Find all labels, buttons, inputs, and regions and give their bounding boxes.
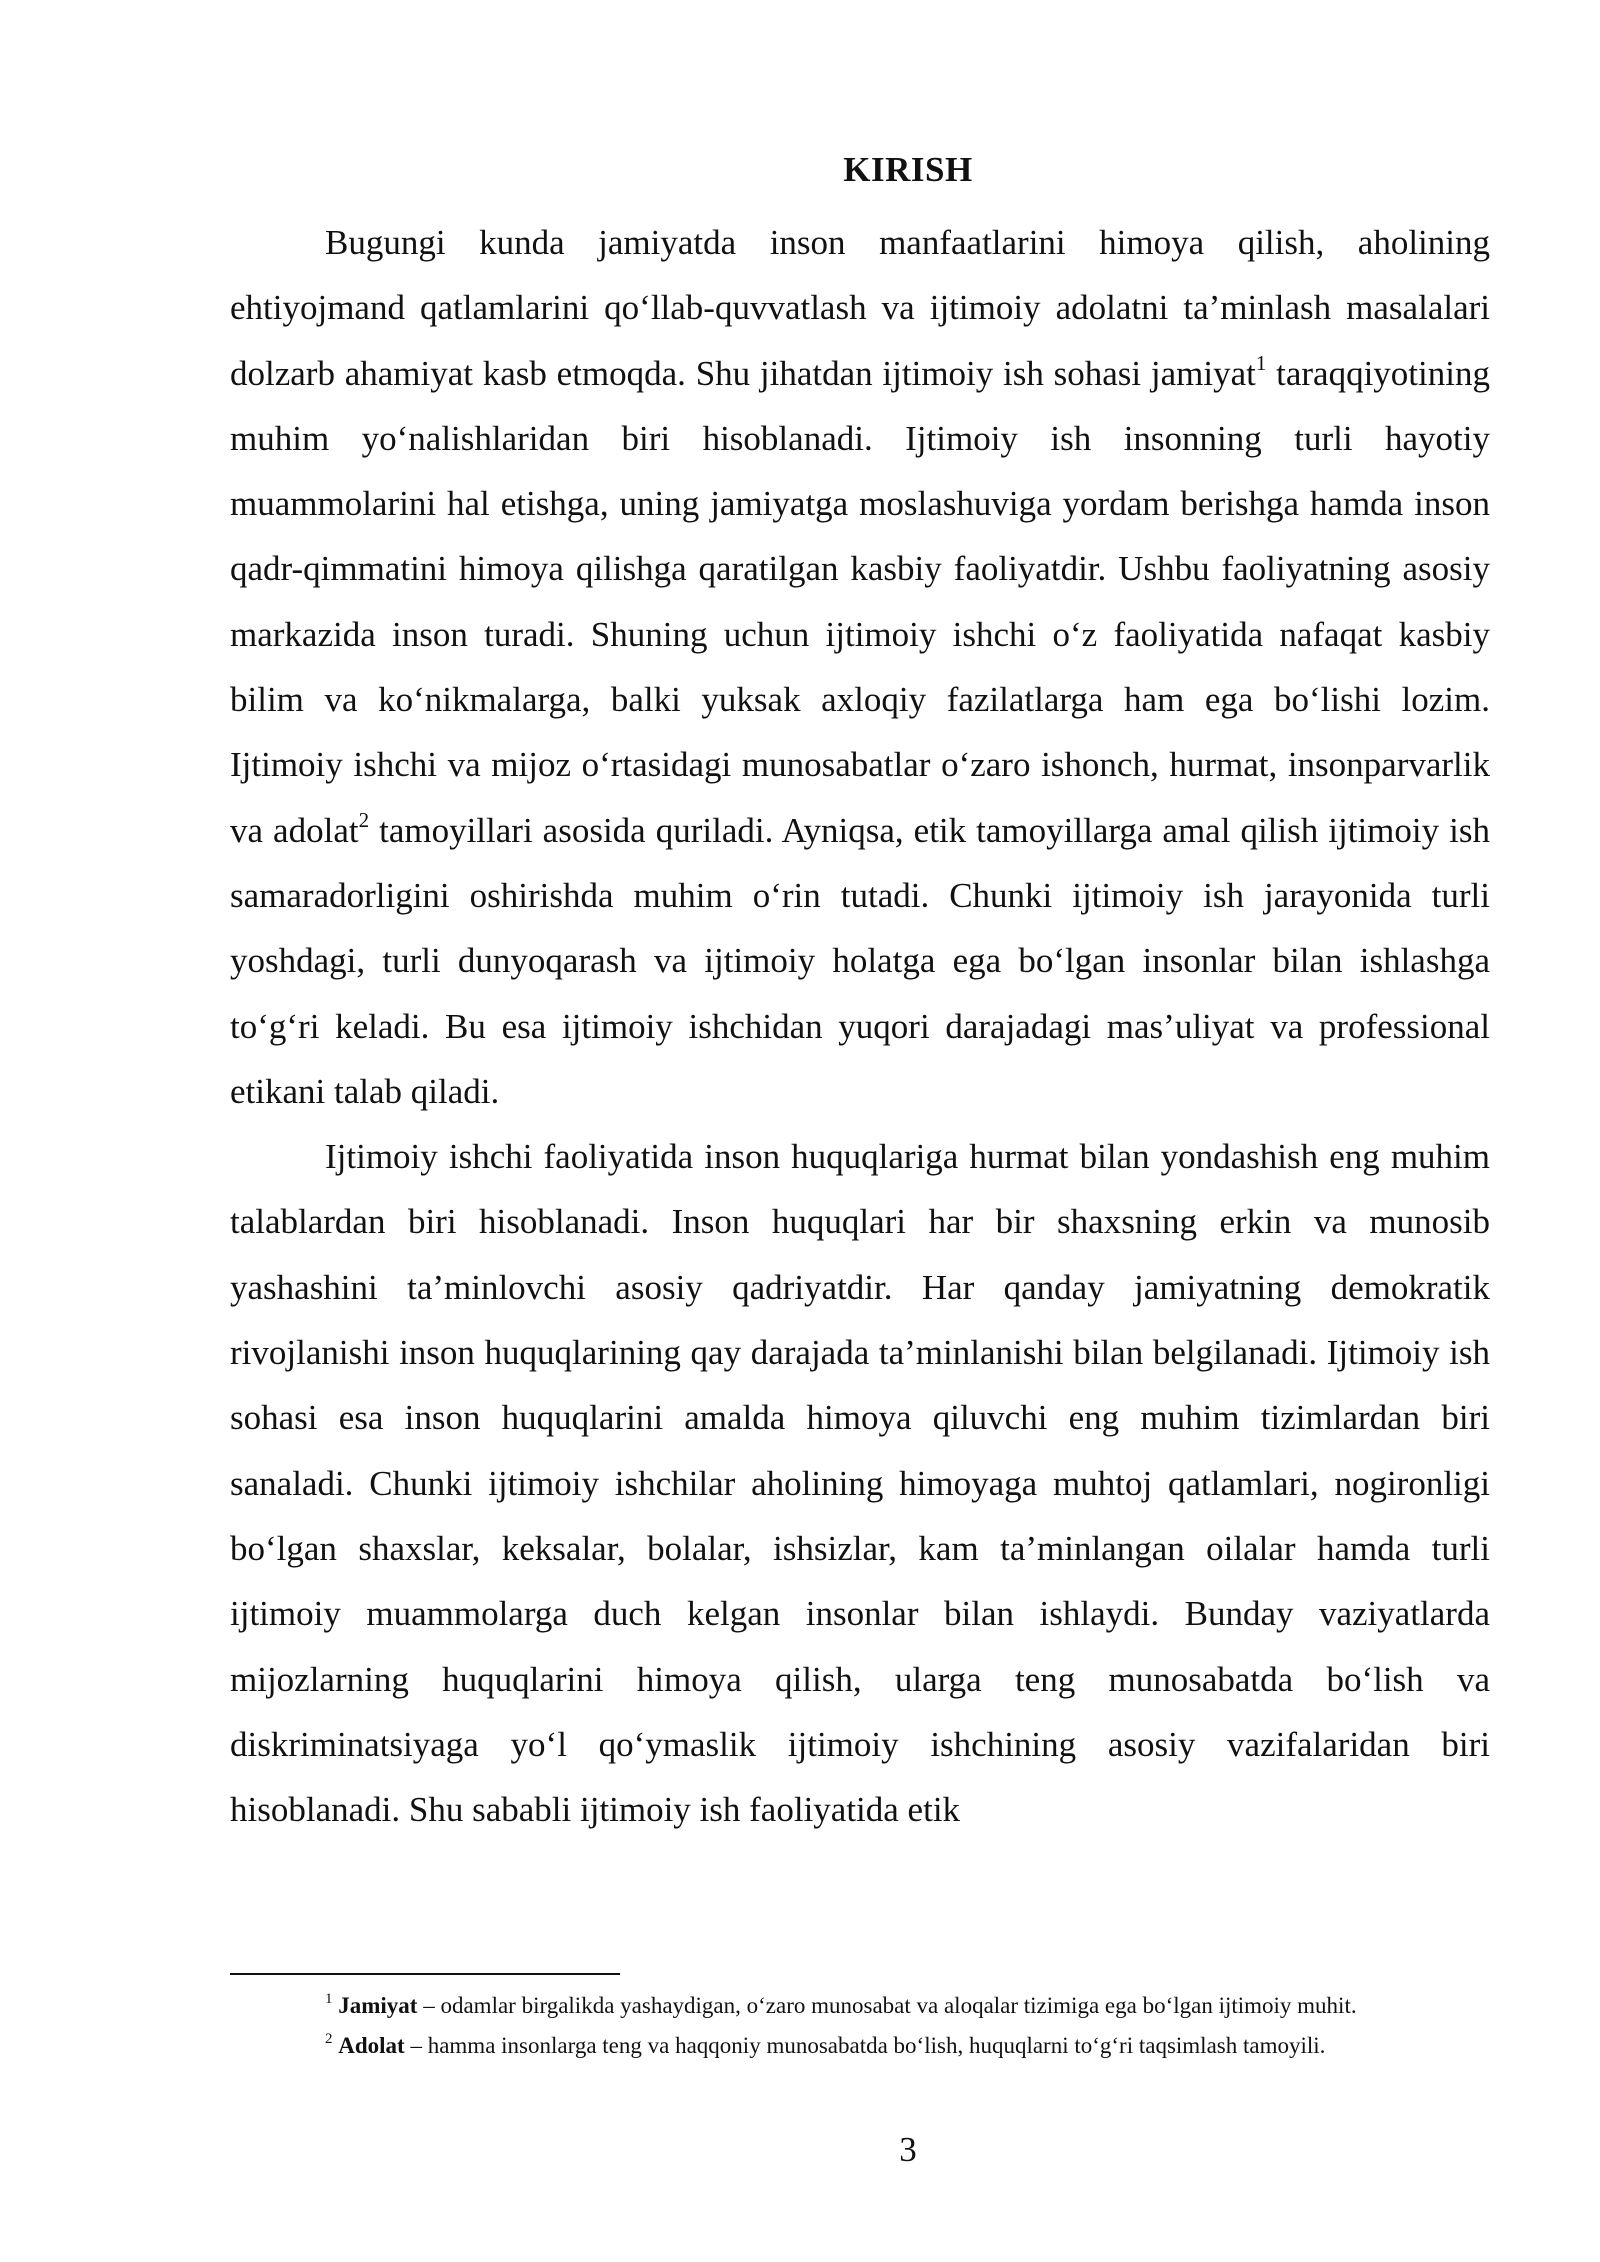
paragraph-1-part-2: taraqqiyotining muhim yo‘nalishlaridan biri hisoblanadi. Ijtimoiy ish insonning turli hayotiy muammolarini hal etishga, uning jamiyatga moslashuviga yordam berishga hamda inson qadr-qimmatini himoya qilishga qaratilgan kasbiy faoliyatdir. Ushbu faoliyatning asosiy markazida inson turadi. Shuning uchun ijtimoiy ishchi o‘z faoliyatida nafaqat kasbiy bilim va ko‘nikmalarga, balki yuksak axloqiy fazilatlarga ham ega bo‘lishi lozim. Ijtimoiy ishchi va mijoz o‘rtasidagi munosabatlar o‘zaro ishonch, hurmat, insonparvarlik va adolat [230,353,1490,850]
footnote-2-term: Adolat [338,2033,405,2058]
footnote-1-number: 1 [325,1991,333,2008]
footnotes [230,1990,1490,2070]
footnote-1 [230,1990,1490,2021]
footnote-separator [230,1973,620,1975]
footnote-2-definition: – hamma insonlarga teng va haqqoniy munosabatda bo‘lish, huquqlarni to‘g‘ri taqsimlash tamoyili. [404,2033,1326,2058]
paragraph-1-part-3: tamoyillari asosida quriladi. Ayniqsa, etik tamoyillarga amal qilish ijtimoiy ish samaradorligini oshirishda muhim o‘rin tutadi. Chunki ijtimoiy ish jarayonida turli yoshdagi, turli dunyoqarash va ijtimoiy holatga ega bo‘lgan insonlar bilan ishlashga to‘g‘ri keladi. Bu esa ijtimoiy ishchidan yuqori darajadagi mas’uliyat va professional etikani talab qiladi. [230,810,1490,1111]
footnote-2 [230,2030,1490,2061]
body-text [230,210,1490,1842]
footnote-1-term: Jamiyat [338,1993,418,2018]
footnote-ref-1[interactable]: 1 [1255,350,1267,375]
footnote-1-definition: – odamlar birgalikda yashaydigan, o‘zaro munosabat va aloqalar tizimiga ega bo‘lgan ijtimoiy muhit. [417,1993,1357,2018]
footnote-ref-2[interactable]: 2 [358,808,370,833]
page-title: KIRISH [843,150,973,189]
paragraph-2: Ijtimoiy ishchi faoliyatida inson huquqlariga hurmat bilan yondashish eng muhim talablardan biri hisoblanadi. Inson huquqlari har bir shaxsning erkin va munosib yashashini ta’minlovchi asosiy qadriyatdir. Har qanday jamiyatning demokratik rivojlanishi inson huquqlarining qay darajada ta’minlanishi bilan belgilanadi. Ijtimoiy ish sohasi esa inson huquqlarini amalda himoya qiluvchi eng muhim tizimlardan biri sanaladi. Chunki ijtimoiy ishchilar aholining himoyaga muhtoj qatlamlari, nogironligi bo‘lgan shaxslar, keksalar, bolalar, ishsizlar, kam ta’minlangan oilalar hamda turli ijtimoiy muammolarga duch kelgan insonlar bilan ishlaydi. Bunday vaziyatlarda mijozlarning huquqlarini himoya qilish, ularga teng munosabatda bo‘lish va diskriminatsiyaga yo‘l qo‘ymaslik ijtimoiy ishchining asosiy vazifalaridan biri hisoblanadi. Shu sababli ijtimoiy ish faoliyatida etik [230,1137,1490,1830]
paragraph-1 [230,210,1490,1124]
page-number: 3 [899,2130,917,2169]
paragraph-1-part-1: Bugungi kunda jamiyatda inson manfaatlarini himoya qilish, aholining ehtiyojmand qatlamlarini qo‘llab-quvvatlash va ijtimoiy adolatni ta’minlash masalalari dolzarb ahamiyat kasb etmoqda. Shu jihatdan ijtimoiy ish sohasi jamiyat [230,223,1490,393]
footnote-2-number: 2 [325,2031,333,2048]
